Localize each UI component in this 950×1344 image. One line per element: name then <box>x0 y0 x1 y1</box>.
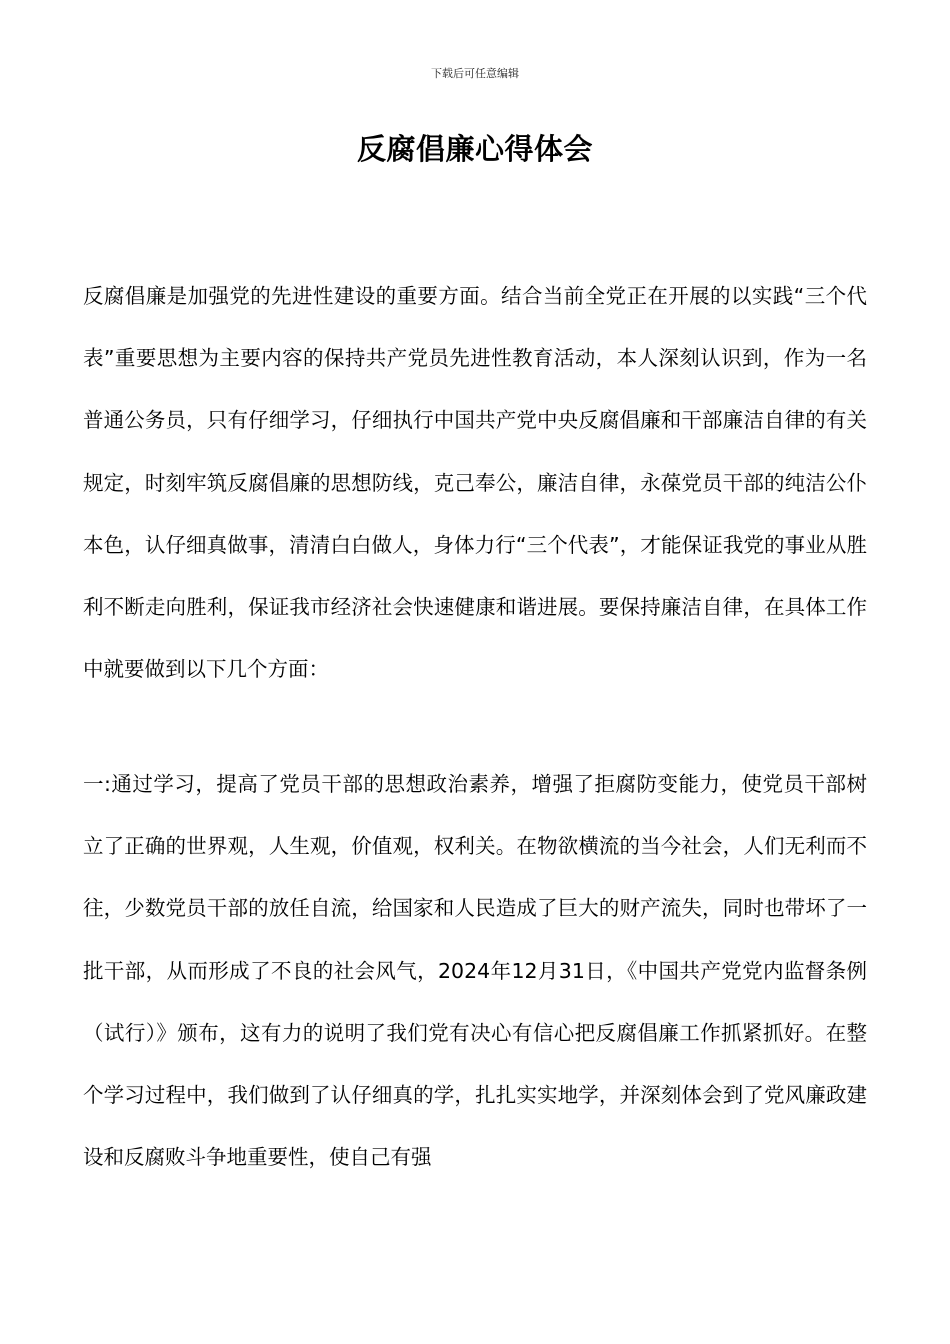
body-paragraph-2: 一:通过学习，提高了党员干部的思想政治素养，增强了拒腐防变能力，使党员干部树立了正确的世界观，人生观，价值观，权利关。在物欲横流的当今社会，人们无利而不往，少数党员干部的放任自流，给国家和人民造成了巨大的财产流失，同时也带坏了一批干部，从而形成了不良的社会风气，2024年12月31日，《中国共产党党内监督条例（试行）》颁布，这有力的说明了我们党有决心有信心把反腐倡廉工作抓紧抓好。在整个学习过程中，我们做到了认仔细真的学，扎扎实实地学，并深刻体会到了党风廉政建设和反腐败斗争地重要性，使自己有强 <box>83 772 867 1170</box>
body-paragraph-1: 反腐倡廉是加强党的先进性建设的重要方面。结合当前全党正在开展的以实践“三个代表”重要思想为主要内容的保持共产党员先进性教育活动，本人深刻认识到，作为一名普通公务员，只有仔细学习，仔细执行中国共产党中央反腐倡廉和干部廉洁自律的有关规定，时刻牢筑反腐倡廉的思想防线，克己奉公，廉洁自律，永葆党员干部的纯洁公仆本色，认仔细真做事，清清白白做人，身体力行“三个代表”，才能保证我党的事业从胜利不断走向胜利，保证我市经济社会快速健康和谐进展。要保持廉洁自律，在具体工作中就要做到以下几个方面： <box>83 284 867 682</box>
header-note: 下载后可任意编辑 <box>431 67 519 80</box>
document-title: 反腐倡廉心得体会 <box>356 132 593 166</box>
